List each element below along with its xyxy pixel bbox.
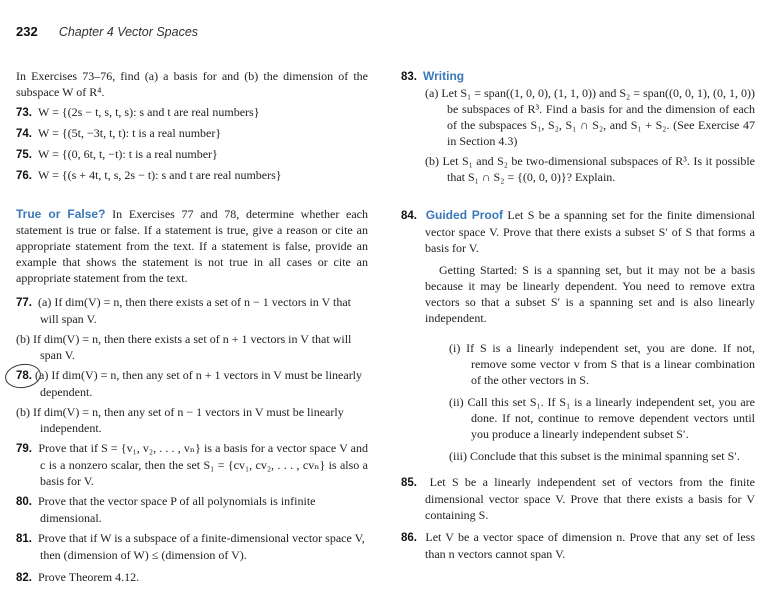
exercise-number: 73. [16,107,32,119]
proof-step-i: (i) If S is a linearly independent set, you are done. If not, remove some vector v from S that is a linear combination of the other vectors in S. [449,341,755,387]
true-or-false-heading: True or False? [16,207,106,221]
exercise-number: 84. [401,210,417,222]
exercise-number: 86. [401,532,417,544]
exercise-83b: (b) Let S₁ and S₂ be two-dimensional subspaces of R³. Is it possible that S₁ ∩ S₂ = {(0, 0, 0)}? Explain. [425,154,755,184]
exercise-86 [401,529,755,562]
proof-step-ii: (ii) Call this set S₁. If S₁ is a linearly independent set, you are done. If not, continue to remove dependent vectors until you produce a linearly independent subset S′. [449,395,755,441]
exercise-number: 83. [401,71,417,83]
exercise-number: 80. [16,496,32,508]
exercise-83 [401,68,755,85]
exercise-number: 85. [401,477,417,489]
exercise-78a [16,367,368,400]
exercise-text: Prove that if W is a subspace of a finite-dimensional vector space V, then (dimension of W) ≤ (dimension of V). [38,531,365,562]
exercise-text: W = {(2s − t, s, t, s): s and t are real numbers} [38,105,260,119]
page-header [16,24,198,40]
exercise-number: 82. [16,572,32,584]
exercise-number: 78. [16,370,32,382]
exercise-text: Prove Theorem 4.12. [38,570,140,584]
guided-proof-heading: Guided Proof [425,208,504,222]
exercise-82 [16,569,368,586]
exercise-text: W = {(0, 6t, t, −t): t is a real number} [38,147,218,161]
exercise-83a: (a) Let S₁ = span((1, 0, 0), (1, 1, 0)) and S₂ = span((0, 0, 1), (0, 1, 0)) be subspaces of R³. Find a basis for and the dimension of each of the subspaces S₁, S₂, S₁ ∩ S₂, and S₁ + S₂. (See Exercise 47 in Section 4.3) [425,86,755,148]
exercise-text: Let S be a spanning set for the finite dimensional vector space V. Prove that there exists a subset S′ of S that forms a basis for V. [425,208,756,255]
exercise-79 [16,440,368,489]
exercise-84 [401,207,755,256]
exercise-76 [16,167,368,184]
exercise-part-b: (b) If dim(V) = n, then any set of n − 1 vectors in V must be linearly independent. [16,405,344,435]
exercises-73-76-intro: In Exercises 73–76, find (a) a basis for and (b) the dimension of the subspace W of R⁴. [16,69,368,99]
exercise-text: Prove that the vector space P of all polynomials is infinite dimensional. [38,494,316,525]
exercise-part-a: (a) If dim(V) = n, then any set of n + 1 vectors in V must be linearly dependent. [35,368,363,399]
true-or-false-intro [16,206,368,286]
exercise-74 [16,125,368,142]
exercise-80 [16,493,368,526]
exercise-text: W = {(s + 4t, t, s, 2s − t): s and t are real numbers} [38,168,282,182]
left-column [16,68,368,586]
exercise-77b [16,331,368,363]
exercise-73 [16,104,368,121]
writing-heading: Writing [423,69,465,83]
exercise-number: 75. [16,149,32,161]
exercise-number: 77. [16,297,32,309]
exercise-78b [16,404,368,436]
page-number: 232 [16,24,38,39]
proof-step-iii: (iii) Conclude that this subset is the minimal spanning set S′. [449,449,740,463]
exercise-part-a: (a) If dim(V) = n, then there exists a set of n − 1 vectors in V that will span V. [38,295,352,326]
getting-started: Getting Started: S is a spanning set, but it may not be a basis because it may be linearly dependent. You need to remove extra vectors so that a subset S′ is a spanning set and is also linearly independent. [425,263,755,325]
exercise-part-b: (b) If dim(V) = n, then there exists a set of n + 1 vectors in V that will span V. [16,332,352,362]
chapter-title: Chapter 4 Vector Spaces [58,25,199,39]
exercise-text: Let S be a linearly independent set of vectors from the finite dimensional vector space V. Prove that there exists a basis for V containing S. [425,475,756,522]
exercise-75 [16,146,368,163]
exercise-text: Let V be a vector space of dimension n. Prove that any set of less than n vectors cannot span V. [425,530,755,561]
exercise-number: 79. [16,443,32,455]
exercise-number: 81. [16,533,32,545]
exercise-85 [401,474,755,523]
exercise-number: 74. [16,128,32,140]
exercise-text: Prove that if S = {v₁, v₂, . . . , vₙ} is a basis for a vector space V and c is a nonzero scalar, then the set S₁ = {cv₁, cv₂, . . . , cvₙ} is also a basis for V. [38,441,369,488]
exercise-number: 76. [16,170,32,182]
right-column [401,68,755,562]
exercise-text: W = {(5t, −3t, t, t): t is a real number} [38,126,222,140]
exercise-81 [16,530,368,563]
exercise-77a [16,294,368,327]
true-or-false-text: In Exercises 77 and 78, determine whether each statement is true or false. If a statement is true, give a reason or cite an appropriate statement from the text. If a statement is false, provide an example that shows the statement is not true in all cases or cite an appropriate statement from the text. [16,207,369,285]
